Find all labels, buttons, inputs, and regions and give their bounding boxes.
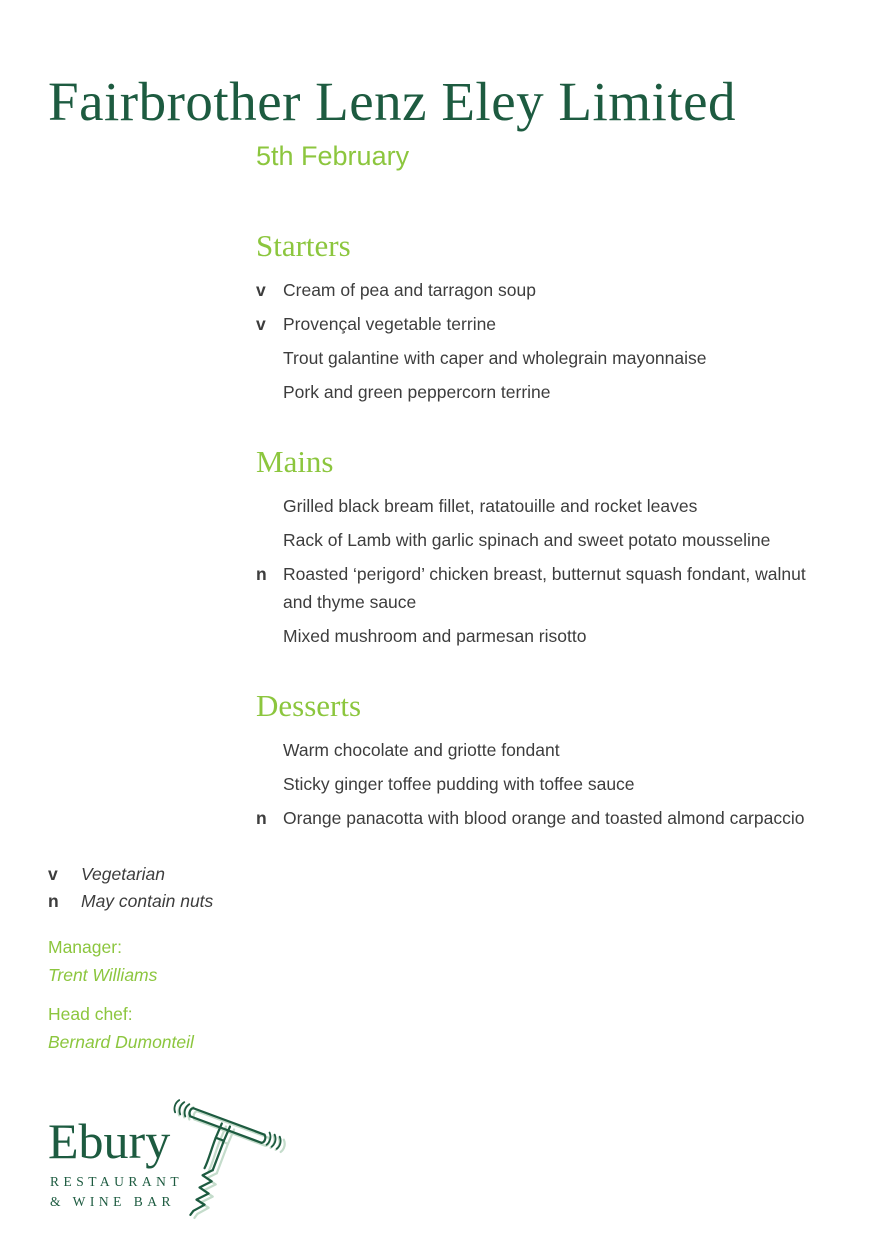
menu-item <box>256 492 826 520</box>
diet-marker: n <box>48 891 59 911</box>
staff-name: Trent Williams <box>48 965 158 985</box>
menu-item <box>256 736 826 764</box>
menu-item-text: Rack of Lamb with garlic spinach and sweet potato mousseline <box>283 530 771 550</box>
staff-name: Bernard Dumonteil <box>48 1032 194 1052</box>
menu-item-text: Warm chocolate and griotte fondant <box>283 740 560 760</box>
diet-marker: v <box>48 864 58 884</box>
menu <box>256 228 826 838</box>
menu-item <box>256 804 826 832</box>
diet-legend <box>48 861 213 915</box>
legend-row-nuts <box>48 888 213 915</box>
logo-wordmark: Ebury <box>48 1113 171 1169</box>
logo-subtitle-restaurant: RESTAURANT <box>50 1174 184 1189</box>
menu-item-text: Orange panacotta with blood orange and toasted almond carpaccio <box>283 808 805 828</box>
page-title: Fairbrother Lenz Eley Limited <box>48 71 737 132</box>
staff-role: Head chef: <box>48 1004 133 1024</box>
menu-item <box>256 622 826 650</box>
section-starters <box>256 228 826 406</box>
menu-item <box>256 560 826 616</box>
staff-block <box>48 933 194 1067</box>
menu-item-text: Grilled black bream fillet, ratatouille and rocket leaves <box>283 496 698 516</box>
legend-row-vegetarian <box>48 861 213 888</box>
diet-marker: n <box>256 808 267 828</box>
menu-item-text: Sticky ginger toffee pudding with toffee sauce <box>283 774 635 794</box>
menu-item-text: Trout galantine with caper and wholegrain mayonnaise <box>283 348 707 368</box>
corkscrew-icon <box>171 1092 293 1224</box>
menu-item-text: Roasted ‘perigord’ chicken breast, butternut squash fondant, walnut and thyme sauce <box>283 564 806 612</box>
menu-item-text: Cream of pea and tarragon soup <box>283 280 536 300</box>
legend-label: Vegetarian <box>81 864 165 884</box>
diet-marker: v <box>256 314 266 334</box>
diet-marker: v <box>256 280 266 300</box>
menu-item-text: Pork and green peppercorn terrine <box>283 382 551 402</box>
menu-item <box>256 276 826 304</box>
section-desserts <box>256 688 826 832</box>
logo-subtitle-wine-bar: & WINE BAR <box>50 1194 175 1209</box>
diet-marker: n <box>256 564 267 584</box>
section-heading-desserts: Desserts <box>256 688 362 723</box>
menu-item <box>256 378 826 406</box>
staff-entry-manager <box>48 933 194 989</box>
staff-entry-head-chef <box>48 1000 194 1056</box>
menu-item <box>256 344 826 372</box>
section-heading-starters: Starters <box>256 228 351 263</box>
menu-date: 5th February <box>256 141 410 171</box>
section-heading-mains: Mains <box>256 444 334 479</box>
menu-item-text: Mixed mushroom and parmesan risotto <box>283 626 587 646</box>
legend-label: May contain nuts <box>81 891 214 911</box>
menu-item <box>256 770 826 798</box>
menu-item <box>256 310 826 338</box>
ebury-logo <box>45 1092 290 1227</box>
menu-item-text: Provençal vegetable terrine <box>283 314 497 334</box>
staff-role: Manager: <box>48 937 122 957</box>
menu-item <box>256 526 826 554</box>
section-mains <box>256 444 826 650</box>
